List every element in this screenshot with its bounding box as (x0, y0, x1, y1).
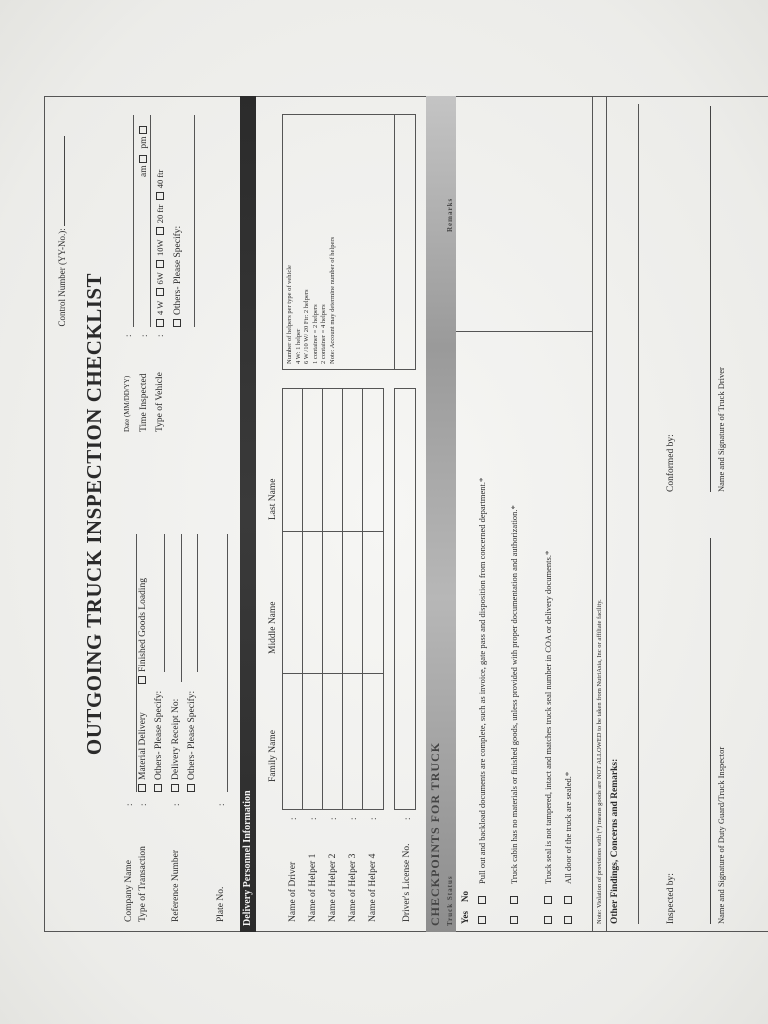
helper4-row-label: Name of Helper 4 (368, 853, 378, 922)
option-label: Finished Goods Loading (138, 578, 148, 672)
checkbox-icon[interactable] (139, 155, 147, 163)
note-line: 2 container = 4 helpers (320, 304, 327, 364)
colon: : (124, 803, 134, 806)
note-line: Note: Account may determine number of helpers (328, 236, 336, 364)
checkpoint-text: Truck cabin has no materials or finished goods, unless provided with proper documentation and authorization.* (509, 505, 519, 884)
colon: : (216, 803, 226, 806)
option-label: Delivery Receipt No: (171, 698, 181, 780)
time-inspected-label: Time Inspected (139, 373, 149, 432)
checkbox-icon[interactable] (156, 289, 164, 297)
option-reference-others[interactable] (187, 691, 197, 792)
option-label: Material Delivery (138, 712, 148, 780)
colon: : (123, 334, 133, 337)
driver-row-label: Name of Driver (288, 861, 298, 922)
checkbox-icon[interactable] (171, 784, 179, 792)
plate-no-field[interactable] (227, 534, 228, 792)
checkbox-icon[interactable] (156, 227, 164, 235)
divider (302, 388, 303, 810)
no-checkbox-icon[interactable] (564, 896, 572, 904)
note-line: 1 container = 2 helpers (311, 304, 319, 364)
checkpoint-item (508, 364, 520, 924)
option-label: Others- Please Specify: (154, 690, 164, 780)
vehicle-10w: 10W (155, 239, 165, 256)
colon: : (402, 817, 412, 820)
license-field[interactable] (394, 388, 416, 810)
no-header: No (460, 891, 470, 902)
plate-no-label: Plate No. (216, 886, 226, 922)
vehicle-6w: 6W (155, 272, 165, 285)
divider (322, 388, 323, 810)
checkbox-icon[interactable] (187, 784, 195, 792)
checkbox-icon[interactable] (156, 319, 164, 327)
yes-header: Yes (460, 911, 470, 924)
checkpoint-text: Pull out and backload documents are complete, such as invoice, gate pass and disposition from concerned department.* (477, 477, 487, 884)
divider (282, 673, 384, 674)
conformed-by-label: Conformed by: (666, 434, 676, 492)
control-number (56, 136, 67, 327)
helper2-row-label: Name of Helper 2 (328, 853, 338, 922)
driver-caption: Name and Signature of Truck Driver (716, 367, 726, 492)
note-line: 4 W: 1 helper (294, 328, 302, 364)
reference-others-field[interactable] (197, 534, 198, 672)
note-bottom-box (394, 114, 416, 370)
colon: : (308, 817, 318, 820)
yes-checkbox-icon[interactable] (564, 916, 572, 924)
checkpoint-item (476, 364, 488, 924)
inspector-caption: Name and Signature of Duty Guard/Truck Inspector (716, 746, 726, 924)
col-last-name: Last Name (268, 478, 278, 520)
personnel-table (282, 388, 384, 810)
option-delivery-receipt[interactable] (171, 699, 181, 792)
option-finished-goods[interactable] (138, 578, 148, 684)
delivery-receipt-field[interactable] (181, 534, 182, 682)
date-field[interactable] (133, 115, 134, 327)
checkbox-icon[interactable] (173, 319, 181, 327)
checkpoint-item (542, 344, 554, 924)
remarks-divider (456, 331, 592, 332)
colon: : (155, 334, 165, 337)
control-number-field[interactable] (56, 136, 65, 226)
yes-checkbox-icon[interactable] (544, 916, 552, 924)
no-checkbox-icon[interactable] (478, 896, 486, 904)
inspection-form (44, 96, 768, 932)
note-line: Number of helpers per type of vehicle (286, 265, 293, 364)
violation-note: Note: Violation of provisions with (*) means goods are NOT ALLOWED to be taken from NutriAsia, Inc or affiliate facility. (596, 599, 603, 924)
colon: : (348, 817, 358, 820)
note-line: 6 W /10 W/ 20 Ftr: 2 helpers (303, 289, 310, 364)
colon: : (368, 817, 378, 820)
checkpoints-section-header: CHECKPOINTS FOR TRUCK (426, 96, 444, 932)
date-label: Date (MM/DD/YY) (123, 375, 131, 432)
personnel-section-header: Delivery Personnel Information (240, 96, 256, 932)
helper1-row-label: Name of Helper 1 (308, 853, 318, 922)
no-checkbox-icon[interactable] (510, 896, 518, 904)
checkbox-icon[interactable] (156, 260, 164, 268)
time-inspected-field[interactable] (150, 115, 151, 327)
transaction-type-label: Type of Transaction (138, 846, 148, 922)
inspected-by-label: Inspected by: (666, 873, 676, 924)
colon: : (139, 334, 149, 337)
checkbox-icon[interactable] (156, 192, 164, 200)
vehicle-40ftr: 40 ftr (155, 169, 165, 189)
company-name-label: Company Name (124, 859, 134, 922)
checkpoint-item (562, 364, 574, 924)
option-vehicle-others[interactable] (173, 226, 183, 327)
option-label: Others- Please Specify: (173, 225, 183, 315)
form-title: OUTGOING TRUCK INSPECTION CHECKLIST (82, 272, 106, 756)
option-label: Others- Please Specify: (187, 690, 197, 780)
option-material-delivery[interactable] (138, 712, 148, 792)
checkpoint-text: All door of the truck are sealed.* (563, 771, 573, 884)
divider (342, 388, 343, 810)
colon: : (328, 817, 338, 820)
vehicle-others-field[interactable] (194, 115, 195, 327)
helper3-row-label: Name of Helper 3 (348, 853, 358, 922)
checkbox-icon[interactable] (138, 676, 146, 684)
control-number-label: Control Number (YY-No.): (57, 228, 67, 327)
colon: : (138, 803, 148, 806)
pm-label: pm (139, 136, 149, 149)
checkbox-icon[interactable] (154, 784, 162, 792)
reference-number-label: Reference Number (171, 849, 181, 922)
colon: : (171, 803, 181, 806)
am-label: am (139, 165, 149, 177)
no-checkbox-icon[interactable] (544, 896, 552, 904)
findings-label: Other Findings, Concerns and Remarks: (610, 758, 620, 924)
option-transaction-others[interactable] (154, 691, 164, 792)
findings-line[interactable] (638, 104, 639, 924)
license-label: Driver's License No. (402, 843, 412, 922)
vehicle-4w: 4 W (155, 300, 165, 315)
checkpoint-text: Truck seal is not tampered, intact and matches truck seal number in COA or delivery documents.* (543, 550, 553, 884)
vehicle-options (155, 170, 165, 327)
transaction-others-field[interactable] (164, 534, 165, 672)
colon: : (288, 817, 298, 820)
truck-status-header: Truck Status (446, 875, 454, 926)
driver-signature-line[interactable] (710, 106, 711, 492)
checkpoints-subheader (444, 96, 456, 932)
divider (282, 531, 384, 532)
col-middle-name: Middle Name (268, 601, 278, 654)
checkbox-icon[interactable] (139, 126, 147, 134)
yes-checkbox-icon[interactable] (478, 916, 486, 924)
inspector-signature-line[interactable] (710, 538, 711, 924)
divider (592, 96, 593, 932)
company-name-field[interactable] (136, 534, 137, 792)
vehicle-20ftr: 20 ftr (155, 204, 165, 224)
remarks-header: Remarks (446, 197, 454, 232)
checkbox-icon[interactable] (138, 784, 146, 792)
vehicle-type-label: Type of Vehicle (155, 372, 165, 432)
divider (606, 96, 607, 932)
divider (362, 388, 363, 810)
col-family-name: Family Name (268, 730, 278, 782)
am-option[interactable] (139, 122, 149, 177)
yes-checkbox-icon[interactable] (510, 916, 518, 924)
